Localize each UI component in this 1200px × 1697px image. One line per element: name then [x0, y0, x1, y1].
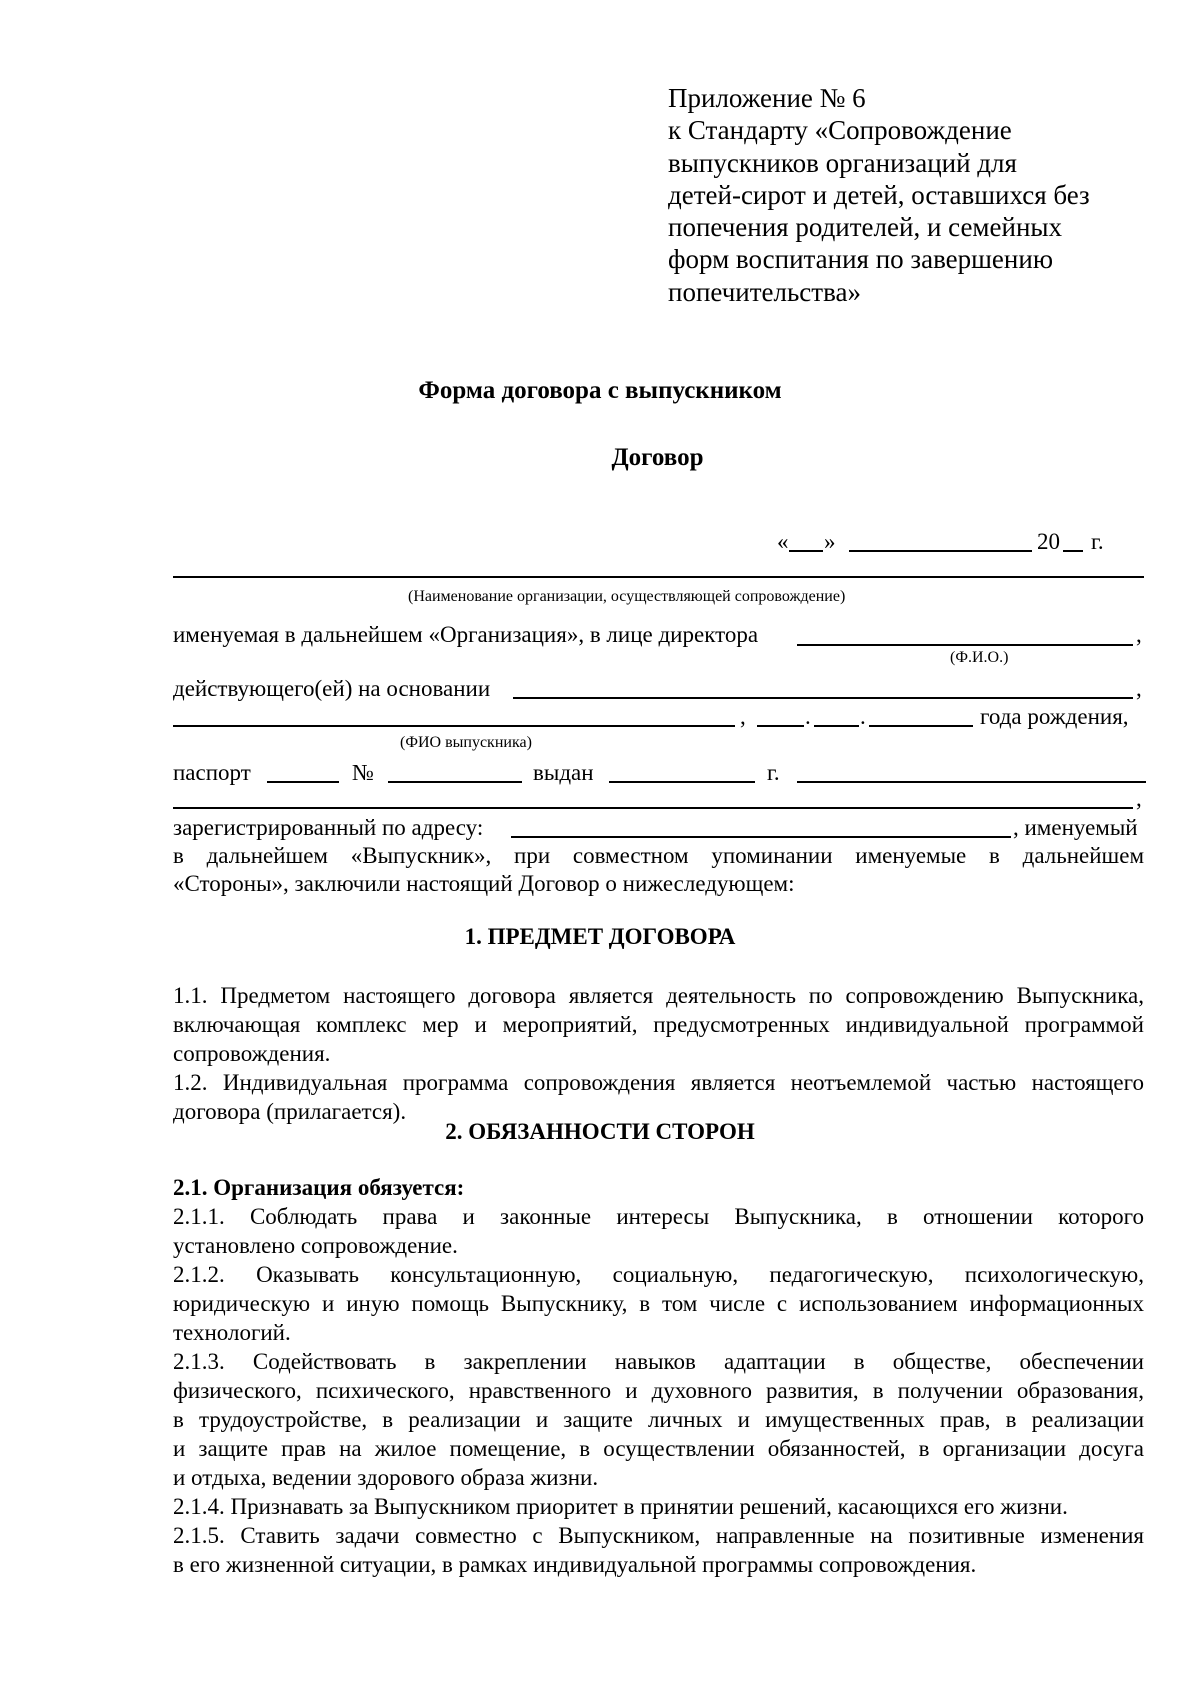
birth-label: года рождения,	[980, 704, 1129, 729]
section-1-line: включающая комплекс мер и мероприятий, предусмотренных индивидуальной программой	[173, 1012, 1144, 1037]
organization-name-blank[interactable]	[173, 576, 1144, 578]
basis-blank[interactable]	[513, 697, 1133, 699]
section-2-line: 2.1.3. Содействовать в закреплении навыков адаптации в обществе, обеспечении	[173, 1349, 1144, 1374]
date-dot: .	[860, 704, 866, 729]
passport-label: паспорт	[173, 760, 251, 785]
section-1-line: 1.2. Индивидуальная программа сопровождения является неотъемлемой частью настоящего	[173, 1070, 1144, 1095]
issued-label: выдан	[533, 760, 594, 785]
comma: ,	[1136, 676, 1142, 701]
section-2-subtitle: 2.1. Организация обязуется:	[173, 1175, 465, 1200]
passport-number-blank[interactable]	[388, 781, 522, 783]
section-2-title: 2. ОБЯЗАННОСТИ СТОРОН	[445, 1119, 755, 1144]
named-label: , именуемый	[1013, 815, 1138, 840]
address-blank[interactable]	[511, 836, 1011, 838]
date-dot: .	[805, 704, 811, 729]
passport-series-blank[interactable]	[267, 781, 339, 783]
section-1-line: 1.1. Предметом настоящего договора является деятельность по сопровождению Выпускника,	[173, 983, 1144, 1008]
intro-line: в дальнейшем «Выпускник», при совместном упоминании именуемые в дальнейшем	[173, 843, 1144, 868]
section-1-line: сопровождения.	[173, 1041, 331, 1066]
section-2-line: физического, психического, нравственного и духовного развития, в получении образования,	[173, 1378, 1144, 1403]
section-2-line: установлено сопровождение.	[173, 1233, 458, 1258]
appendix-header	[668, 82, 1090, 308]
birth-day-blank[interactable]	[757, 725, 804, 727]
section-2-line: 2.1.2. Оказывать консультационную, социальную, педагогическую, психологическую,	[173, 1262, 1144, 1287]
intro-line: «Стороны», заключили настоящий Договор о нижеследующем:	[173, 871, 795, 896]
organization-named-label: именуемая в дальнейшем «Организация», в лице директора	[173, 622, 759, 647]
section-1-line: договора (прилагается).	[173, 1099, 407, 1124]
header-line: Приложение № 6	[668, 83, 866, 113]
fio-caption: (Ф.И.О.)	[950, 649, 1009, 666]
issued-date-blank[interactable]	[609, 781, 755, 783]
header-line: к Стандарту «Сопровождение	[668, 115, 1012, 146]
graduate-caption: (ФИО выпускника)	[400, 734, 532, 751]
birth-month-blank[interactable]	[814, 725, 859, 727]
year-suffix: г.	[1091, 529, 1104, 554]
section-2-line: в его жизненной ситуации, в рамках индивидуальной программы сопровождения.	[173, 1552, 977, 1577]
organization-caption: (Наименование организации, осуществляющей сопровождение)	[408, 588, 846, 605]
issued-by-continuation-blank[interactable]	[173, 807, 1133, 809]
city-label: г.	[767, 760, 780, 785]
comma: ,	[740, 704, 746, 729]
number-sign: №	[352, 760, 374, 785]
section-2-line: и защите прав на жилое помещение, в осуществлении обязанностей, в организации досуга	[173, 1436, 1144, 1461]
basis-label: действующего(ей) на основании	[173, 676, 491, 701]
date-open-quote: «	[777, 529, 789, 554]
section-2-line: 2.1.1. Соблюдать права и законные интересы Выпускника, в отношении которого	[173, 1204, 1144, 1229]
year-blank[interactable]	[1063, 550, 1083, 552]
director-fio-blank[interactable]	[797, 644, 1133, 646]
comma: ,	[1136, 622, 1142, 647]
section-2-line: в трудоустройстве, в реализации и защите личных и имущественных прав, в реализации	[173, 1407, 1144, 1432]
header-line: выпускников организаций для	[668, 147, 1017, 178]
section-2-line: технологий.	[173, 1320, 291, 1345]
issued-by-blank[interactable]	[797, 781, 1146, 783]
day-blank[interactable]	[789, 550, 823, 552]
document-subtitle: Договор	[611, 444, 704, 471]
section-2-line: 2.1.4. Признавать за Выпускником приоритет в принятии решений, касающихся его жизни.	[173, 1494, 1068, 1519]
section-1-title: 1. ПРЕДМЕТ ДОГОВОРА	[464, 924, 736, 949]
section-2-line: и отдыха, ведении здорового образа жизни.	[173, 1465, 599, 1490]
document-title: Форма договора с выпускником	[418, 377, 782, 404]
comma: ,	[1136, 786, 1142, 811]
address-label: зарегистрированный по адресу:	[173, 815, 484, 840]
birth-year-blank[interactable]	[869, 725, 973, 727]
month-blank[interactable]	[849, 550, 1032, 552]
date-close-quote: »	[824, 529, 836, 554]
year-prefix: 20	[1037, 529, 1060, 554]
header-line: форм воспитания по завершению	[668, 244, 1053, 275]
section-2-line: юридическую и иную помощь Выпускнику, в том числе с использованием информационных	[173, 1291, 1144, 1316]
header-line: попечения родителей, и семейных	[668, 212, 1063, 243]
graduate-fio-blank[interactable]	[173, 725, 735, 727]
header-line: детей-сирот и детей, оставшихся без	[668, 179, 1090, 210]
header-line: попечительства»	[668, 276, 861, 307]
section-2-line: 2.1.5. Ставить задачи совместно с Выпускником, направленные на позитивные изменения	[173, 1523, 1144, 1548]
